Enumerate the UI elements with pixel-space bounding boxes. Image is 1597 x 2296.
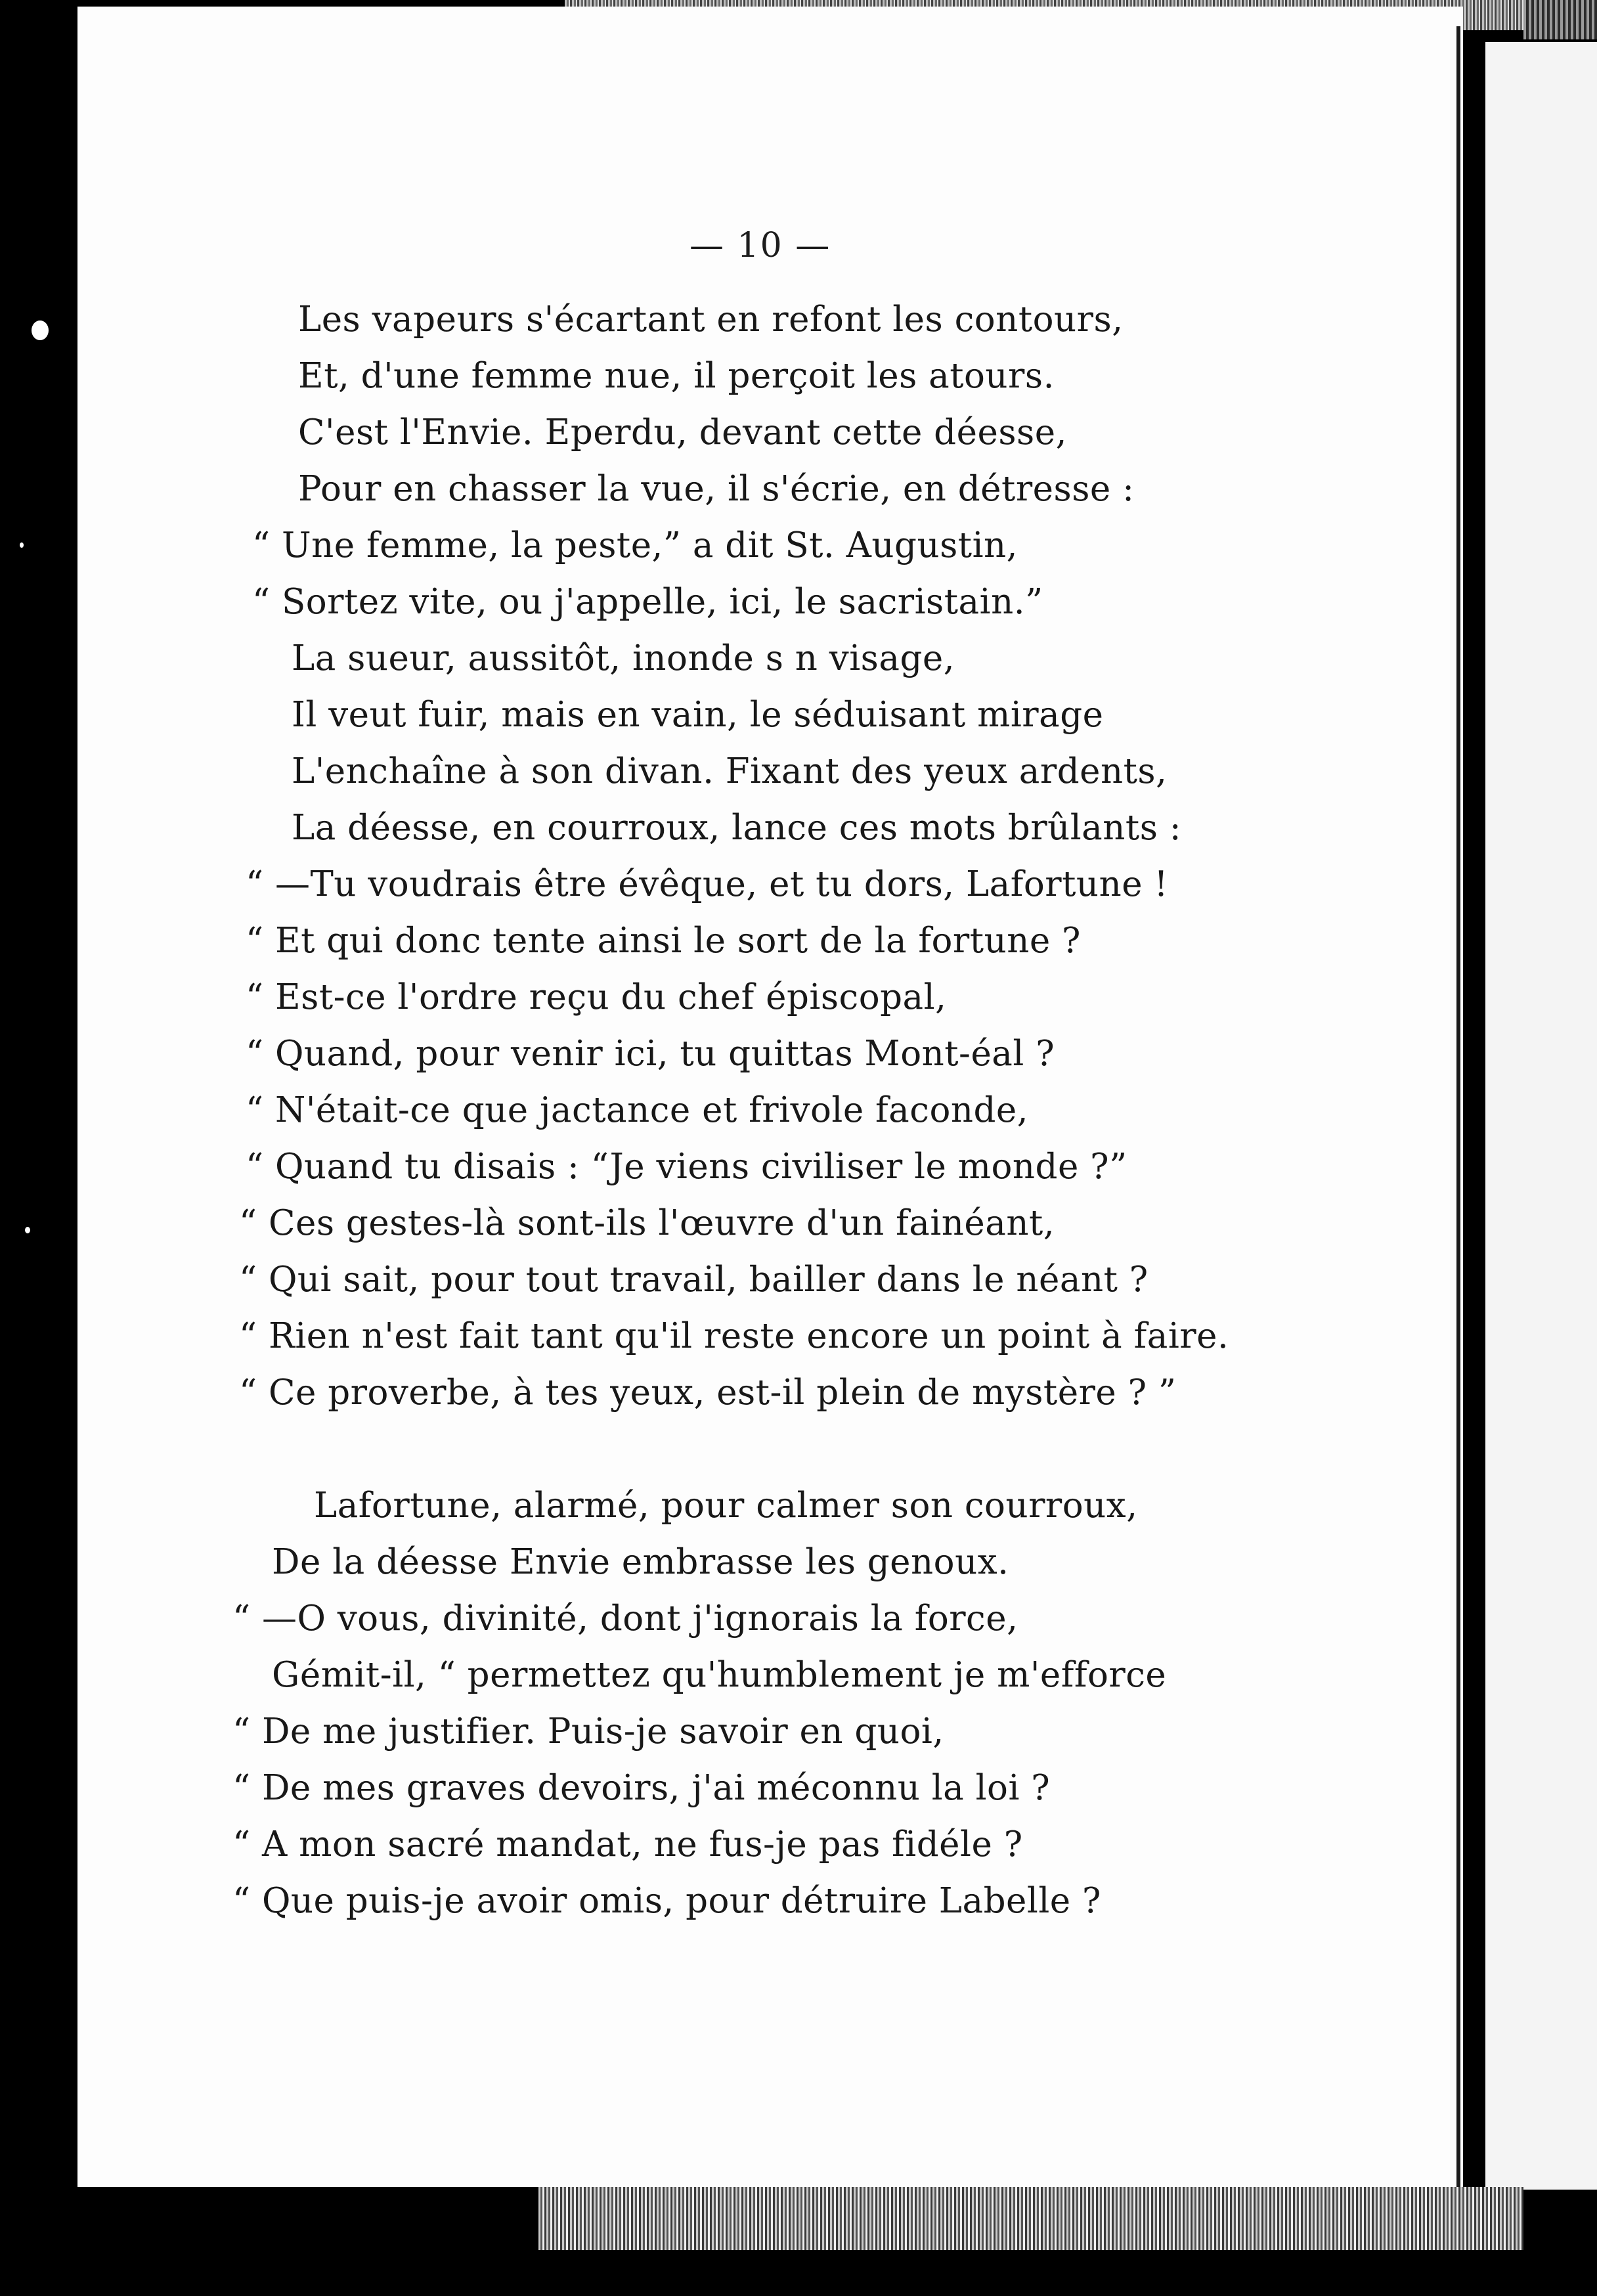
verse-line: La déesse, en courroux, lance ces mots brûlants : [292, 808, 1182, 848]
page-number: — 10 — [689, 226, 831, 265]
verse-line: “ Quand tu disais : “Je viens civiliser le monde ?” [246, 1147, 1127, 1187]
verse-line: “ N'était-ce que jactance et frivole faconde, [246, 1090, 1029, 1130]
verse-line: “ —O vous, divinité, dont j'ignorais la force, [232, 1599, 1018, 1639]
verse-line: Gémit-il, “ permettez qu'humblement je m'efforce [272, 1655, 1167, 1695]
verse-line: “ Ce proverbe, à tes yeux, est-il plein de mystère ? ” [239, 1373, 1177, 1413]
verse-line: “ Ces gestes-là sont-ils l'œuvre d'un fainéant, [239, 1203, 1055, 1243]
verse-line: “ Une femme, la peste,” a dit St. Augustin, [252, 525, 1018, 565]
verse-line: Et, d'une femme nue, il perçoit les atours. [298, 356, 1055, 396]
verse-line: “ Sortez vite, ou j'appelle, ici, le sacristain.” [252, 582, 1043, 622]
verse-line: “ Que puis-je avoir omis, pour détruire Labelle ? [232, 1881, 1101, 1921]
verse-line: Il veut fuir, mais en vain, le séduisant mirage [292, 695, 1104, 735]
verse-line: L'enchaîne à son divan. Fixant des yeux ardents, [292, 751, 1168, 791]
verse-line: “ —Tu voudrais être évêque, et tu dors, Lafortune ! [246, 864, 1169, 904]
verse-line: Lafortune, alarmé, pour calmer son courroux, [314, 1486, 1138, 1526]
verse-line: “ De me justifier. Puis-je savoir en quoi, [232, 1711, 944, 1752]
verse-line: De la déesse Envie embrasse les genoux. [272, 1542, 1009, 1582]
verse-line: La sueur, aussitôt, inonde s n visage, [292, 638, 955, 678]
verse-line: “ A mon sacré mandat, ne fus-je pas fidéle ? [232, 1824, 1023, 1865]
verse-line: Les vapeurs s'écartant en refont les contours, [298, 299, 1124, 340]
verse-line: “ Quand, pour venir ici, tu quittas Mont-éal ? [246, 1034, 1055, 1074]
verse-line: “ Est-ce l'ordre reçu du chef épiscopal, [246, 977, 947, 1017]
verse-line: C'est l'Envie. Eperdu, devant cette déesse, [298, 412, 1067, 453]
verse-line: “ Rien n'est fait tant qu'il reste encore un point à faire. [239, 1316, 1229, 1356]
verse-line: “ Qui sait, pour tout travail, bailler dans le néant ? [239, 1260, 1149, 1300]
verse-line: Pour en chasser la vue, il s'écrie, en détresse : [298, 469, 1135, 509]
verse-line: “ De mes graves devoirs, j'ai méconnu la loi ? [232, 1768, 1051, 1808]
verse-line: “ Et qui donc tente ainsi le sort de la fortune ? [246, 921, 1081, 961]
